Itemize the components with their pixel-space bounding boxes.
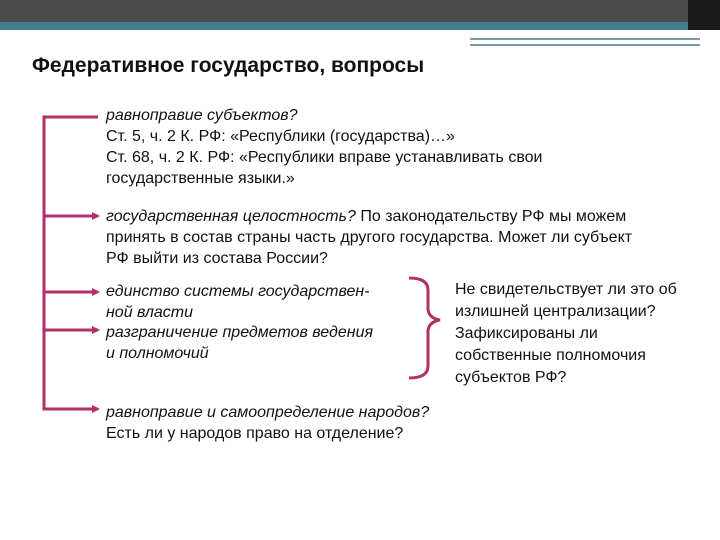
item-equality-of-subjects xyxy=(106,105,706,189)
item-division-of-jurisdiction xyxy=(106,322,416,364)
item-4-line-2: и полномочий xyxy=(106,345,209,362)
item-3-line-2: ной власти xyxy=(106,304,194,321)
bracket-note-line-1: Не свидетельствует ли это об xyxy=(455,281,677,298)
main-bracket-line xyxy=(44,117,98,409)
bracket-note-line-3: Зафиксированы ли xyxy=(455,325,598,342)
item-2-text: По законодательству РФ мы можем xyxy=(355,208,627,225)
item-self-determination xyxy=(106,402,666,444)
item-1-line-4: государственные языки.» xyxy=(106,170,295,187)
item-2-question: государственная целостность? xyxy=(106,208,356,225)
item-1-line-2: Ст. 5, ч. 2 К. РФ: «Республики (государства)…» xyxy=(106,128,455,145)
bracket-note-line-4: собственные полномочия xyxy=(455,347,646,364)
bracket-note xyxy=(455,279,677,389)
item-3-line-1: единство системы государствен- xyxy=(106,283,370,300)
item-2-line-3: РФ выйти из состава России? xyxy=(106,250,328,267)
item-1-question: равноправие субъектов? xyxy=(106,107,298,124)
item-1-line-3: Ст. 68, ч. 2 К. РФ: «Республики вправе устанавливать свои xyxy=(106,149,543,166)
item-5-question: равноправие и самоопределение народов? xyxy=(106,404,430,421)
item-state-integrity xyxy=(106,206,706,269)
bracket-note-line-5: субъектов РФ? xyxy=(455,369,567,386)
item-2-line-2: принять в состав страны часть другого государства. Может ли субъект xyxy=(106,229,633,246)
slide-title: Федеративное государство, вопросы xyxy=(32,54,425,77)
item-4-line-1: разграничение предметов ведения xyxy=(106,324,374,341)
bracket-note-line-2: излишней централизации? xyxy=(455,303,656,320)
item-unity-of-power xyxy=(106,281,416,323)
item-5-line-2: Есть ли у народов право на отделение? xyxy=(106,425,404,442)
item-2-line-1 xyxy=(106,206,706,227)
